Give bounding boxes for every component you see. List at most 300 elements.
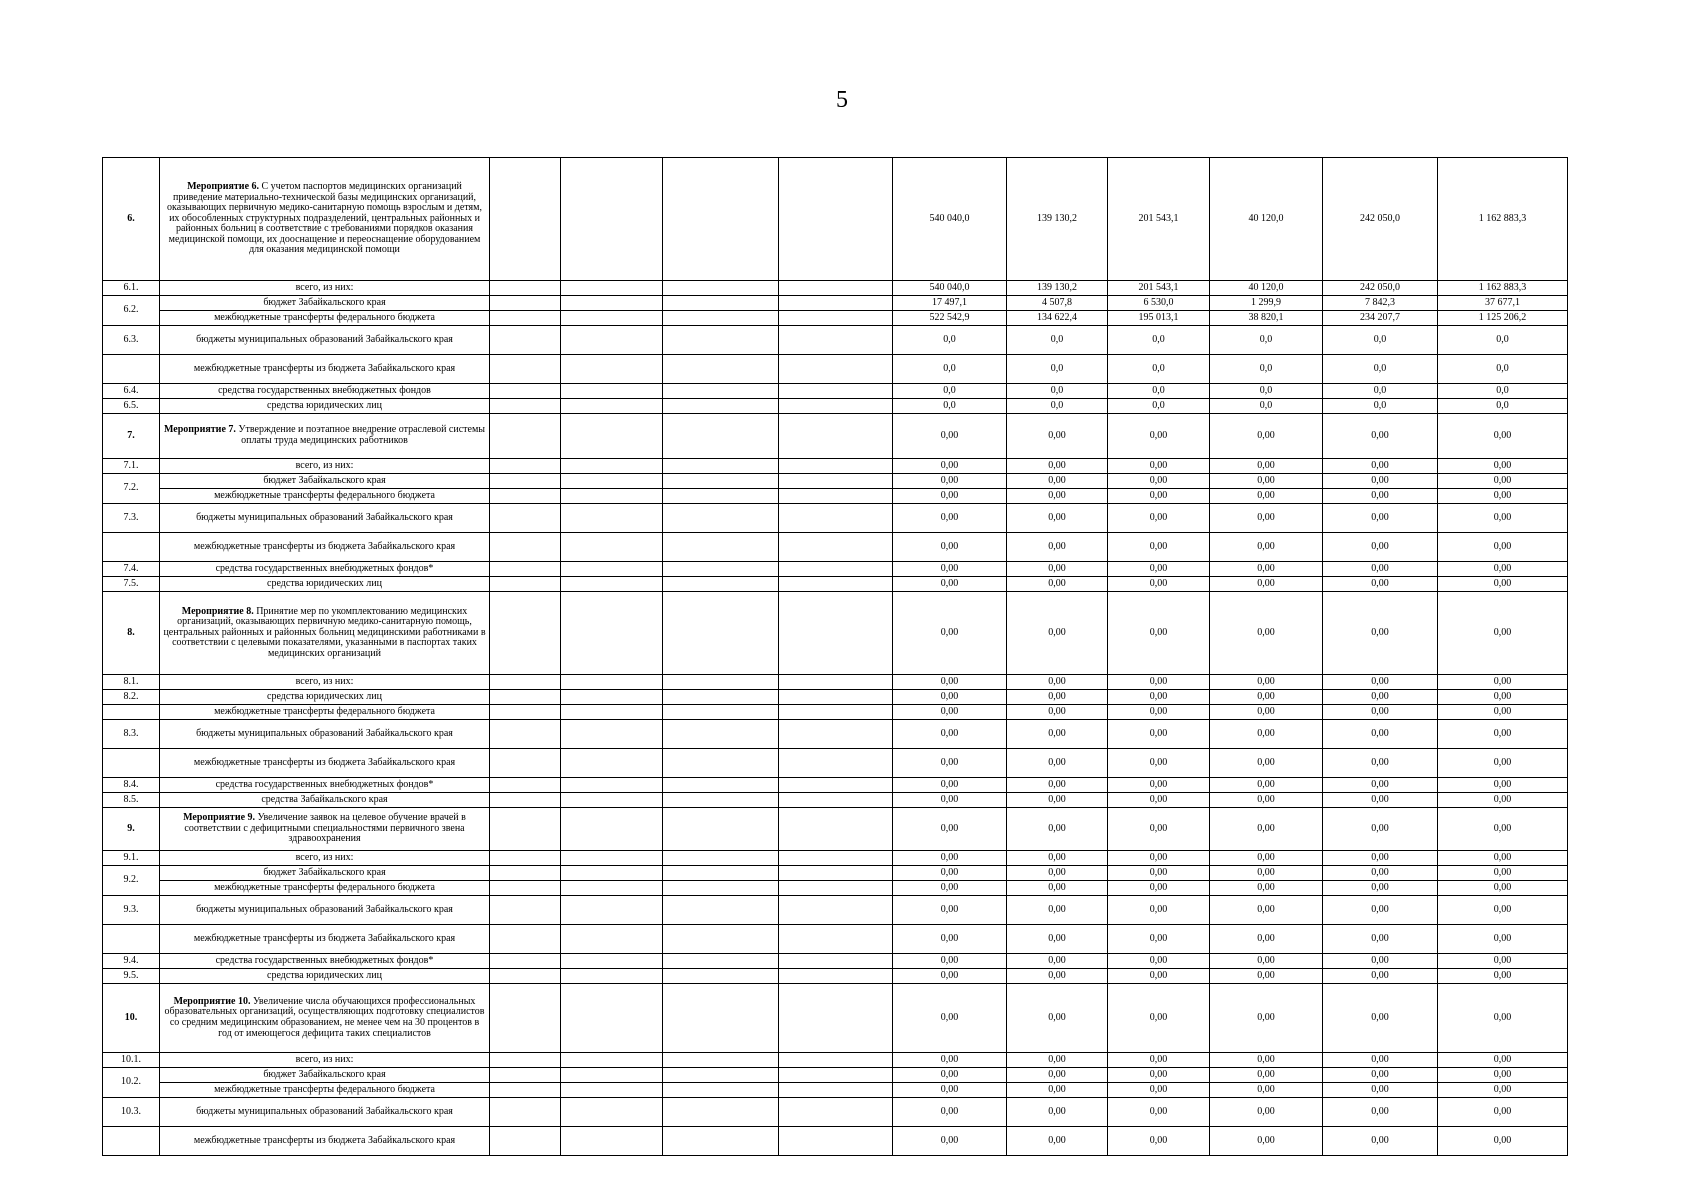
- amount-cell: 0,00: [1108, 562, 1210, 577]
- amount-cell: 0,00: [1438, 896, 1568, 925]
- row-number: 8.3.: [103, 720, 160, 749]
- measure-row: [103, 592, 1568, 675]
- amount-cell: 0,00: [1007, 851, 1108, 866]
- row-number: 10.1.: [103, 1053, 160, 1068]
- amount-cell: 0,00: [1007, 1083, 1108, 1098]
- empty-cell: [490, 296, 561, 311]
- amount-cell: 0,00: [1323, 925, 1438, 954]
- amount-cell: 0,00: [1007, 969, 1108, 984]
- amount-cell: 0,00: [1438, 720, 1568, 749]
- amount-cell: 540 040,0: [893, 158, 1007, 281]
- amount-cell: 0,00: [1210, 808, 1323, 851]
- row-number: 9.: [103, 808, 160, 851]
- amount-cell: 134 622,4: [1007, 311, 1108, 326]
- empty-cell: [561, 778, 663, 793]
- amount-cell: 0,00: [1108, 489, 1210, 504]
- amount-cell: 0,00: [893, 414, 1007, 459]
- amount-cell: 0,00: [893, 474, 1007, 489]
- amount-cell: 0,00: [1438, 562, 1568, 577]
- table-row: [103, 851, 1568, 866]
- amount-cell: 0,00: [1438, 808, 1568, 851]
- funding-source-label: бюджет Забайкальского края: [160, 474, 490, 489]
- amount-cell: 0,00: [1007, 896, 1108, 925]
- amount-cell: 0,00: [893, 459, 1007, 474]
- amount-cell: 0,00: [893, 881, 1007, 896]
- table-row: [103, 459, 1568, 474]
- row-number: 7.: [103, 414, 160, 459]
- amount-cell: 0,00: [1108, 592, 1210, 675]
- row-number: 7.5.: [103, 577, 160, 592]
- amount-cell: 0,00: [1438, 749, 1568, 778]
- amount-cell: 0,00: [1323, 1127, 1438, 1156]
- amount-cell: 0,00: [893, 808, 1007, 851]
- empty-cell: [561, 749, 663, 778]
- empty-cell: [663, 474, 779, 489]
- table-row: [103, 399, 1568, 414]
- amount-cell: 0,00: [1438, 577, 1568, 592]
- empty-cell: [561, 984, 663, 1053]
- empty-cell: [663, 504, 779, 533]
- empty-cell: [663, 808, 779, 851]
- empty-cell: [663, 969, 779, 984]
- amount-cell: 0,00: [1007, 562, 1108, 577]
- empty-cell: [490, 778, 561, 793]
- amount-cell: 0,0: [1108, 399, 1210, 414]
- amount-cell: 0,00: [1323, 577, 1438, 592]
- table-row: [103, 749, 1568, 778]
- funding-source-label: бюджет Забайкальского края: [160, 296, 490, 311]
- empty-cell: [779, 866, 893, 881]
- amount-cell: 522 542,9: [893, 311, 1007, 326]
- empty-cell: [779, 1127, 893, 1156]
- amount-cell: 0,00: [1007, 866, 1108, 881]
- row-number: 6.4.: [103, 384, 160, 399]
- amount-cell: 40 120,0: [1210, 281, 1323, 296]
- amount-cell: 0,00: [1007, 793, 1108, 808]
- amount-cell: 38 820,1: [1210, 311, 1323, 326]
- measure-title: Мероприятие 8.: [181, 605, 254, 617]
- amount-cell: 0,00: [1108, 414, 1210, 459]
- amount-cell: 0,00: [1007, 778, 1108, 793]
- empty-cell: [561, 355, 663, 384]
- amount-cell: 139 130,2: [1007, 158, 1108, 281]
- amount-cell: 1 299,9: [1210, 296, 1323, 311]
- amount-cell: 0,00: [1210, 562, 1323, 577]
- amount-cell: 0,00: [1007, 459, 1108, 474]
- amount-cell: 0,00: [1323, 984, 1438, 1053]
- measure-description: [160, 984, 490, 1053]
- amount-cell: 0,00: [1323, 881, 1438, 896]
- amount-cell: 37 677,1: [1438, 296, 1568, 311]
- funding-source-label: средства юридических лиц: [160, 690, 490, 705]
- amount-cell: 0,00: [1323, 414, 1438, 459]
- empty-cell: [490, 474, 561, 489]
- empty-cell: [490, 749, 561, 778]
- funding-source-label: средства юридических лиц: [160, 399, 490, 414]
- amount-cell: 0,00: [1007, 1127, 1108, 1156]
- empty-cell: [663, 1098, 779, 1127]
- funding-source-label: всего, из них:: [160, 1053, 490, 1068]
- amount-cell: 0,00: [893, 577, 1007, 592]
- amount-cell: 0,00: [1438, 1127, 1568, 1156]
- empty-cell: [779, 577, 893, 592]
- row-number: 9.1.: [103, 851, 160, 866]
- table-row: [103, 675, 1568, 690]
- row-number: 6.: [103, 158, 160, 281]
- row-number: [103, 533, 160, 562]
- empty-cell: [561, 562, 663, 577]
- amount-cell: 0,00: [1007, 720, 1108, 749]
- empty-cell: [561, 577, 663, 592]
- amount-cell: 0,00: [1210, 1068, 1323, 1083]
- funding-source-label: средства государственных внебюджетных фондов: [160, 384, 490, 399]
- empty-cell: [779, 326, 893, 355]
- amount-cell: 0,0: [1323, 384, 1438, 399]
- amount-cell: 0,0: [893, 326, 1007, 355]
- amount-cell: 201 543,1: [1108, 158, 1210, 281]
- empty-cell: [561, 866, 663, 881]
- empty-cell: [663, 399, 779, 414]
- amount-cell: 0,00: [1108, 1083, 1210, 1098]
- amount-cell: 0,00: [1108, 881, 1210, 896]
- row-number: 9.2.: [103, 866, 160, 896]
- funding-source-label: всего, из них:: [160, 675, 490, 690]
- measure-row: [103, 414, 1568, 459]
- amount-cell: 1 162 883,3: [1438, 158, 1568, 281]
- amount-cell: 0,00: [1210, 489, 1323, 504]
- amount-cell: 0,00: [1007, 954, 1108, 969]
- amount-cell: 0,00: [893, 504, 1007, 533]
- measure-title: Мероприятие 9.: [183, 812, 256, 824]
- empty-cell: [779, 504, 893, 533]
- empty-cell: [490, 896, 561, 925]
- amount-cell: 0,00: [893, 1098, 1007, 1127]
- amount-cell: 0,00: [1323, 1083, 1438, 1098]
- table-row: [103, 778, 1568, 793]
- amount-cell: 0,0: [1438, 326, 1568, 355]
- empty-cell: [663, 896, 779, 925]
- empty-cell: [561, 720, 663, 749]
- empty-cell: [779, 896, 893, 925]
- amount-cell: 0,00: [1108, 1053, 1210, 1068]
- empty-cell: [663, 1083, 779, 1098]
- measure-row: [103, 158, 1568, 281]
- amount-cell: 0,00: [893, 1083, 1007, 1098]
- amount-cell: 0,00: [1007, 749, 1108, 778]
- empty-cell: [490, 1083, 561, 1098]
- funding-source-label: всего, из них:: [160, 459, 490, 474]
- empty-cell: [779, 311, 893, 326]
- table-row: [103, 896, 1568, 925]
- empty-cell: [490, 808, 561, 851]
- empty-cell: [663, 851, 779, 866]
- amount-cell: 0,00: [893, 778, 1007, 793]
- amount-cell: 0,00: [1438, 866, 1568, 881]
- amount-cell: 0,00: [893, 793, 1007, 808]
- empty-cell: [490, 281, 561, 296]
- amount-cell: 0,0: [1438, 384, 1568, 399]
- amount-cell: 0,00: [1007, 577, 1108, 592]
- funding-source-label: межбюджетные трансферты федерального бюджета: [160, 489, 490, 504]
- amount-cell: 0,00: [1210, 866, 1323, 881]
- table-row: [103, 705, 1568, 720]
- amount-cell: 0,0: [1108, 384, 1210, 399]
- amount-cell: 0,0: [1007, 326, 1108, 355]
- amount-cell: 0,00: [1323, 851, 1438, 866]
- empty-cell: [561, 459, 663, 474]
- empty-cell: [779, 675, 893, 690]
- amount-cell: 0,00: [1438, 1068, 1568, 1083]
- amount-cell: 0,00: [1438, 504, 1568, 533]
- amount-cell: 0,00: [893, 489, 1007, 504]
- amount-cell: 139 130,2: [1007, 281, 1108, 296]
- table-row: [103, 562, 1568, 577]
- amount-cell: 0,00: [893, 562, 1007, 577]
- empty-cell: [561, 296, 663, 311]
- amount-cell: 0,00: [1438, 690, 1568, 705]
- measure-text: Утверждение и поэтапное внедрение отраслевой системы оплаты труда медицинских работников: [235, 424, 486, 446]
- amount-cell: 0,00: [893, 896, 1007, 925]
- row-number: [103, 749, 160, 778]
- amount-cell: 0,00: [1323, 474, 1438, 489]
- amount-cell: 0,00: [1210, 954, 1323, 969]
- empty-cell: [663, 1053, 779, 1068]
- funding-source-label: межбюджетные трансферты федерального бюджета: [160, 1083, 490, 1098]
- empty-cell: [779, 925, 893, 954]
- funding-source-label: межбюджетные трансферты из бюджета Забайкальского края: [160, 1127, 490, 1156]
- empty-cell: [663, 562, 779, 577]
- funding-source-label: межбюджетные трансферты из бюджета Забайкальского края: [160, 749, 490, 778]
- funding-source-label: всего, из них:: [160, 281, 490, 296]
- amount-cell: 0,0: [1210, 399, 1323, 414]
- amount-cell: 0,00: [1108, 690, 1210, 705]
- empty-cell: [663, 1127, 779, 1156]
- row-number: 9.5.: [103, 969, 160, 984]
- empty-cell: [663, 866, 779, 881]
- empty-cell: [561, 1083, 663, 1098]
- empty-cell: [561, 705, 663, 720]
- amount-cell: 0,00: [1108, 969, 1210, 984]
- empty-cell: [490, 866, 561, 881]
- empty-cell: [561, 851, 663, 866]
- empty-cell: [490, 562, 561, 577]
- amount-cell: 0,00: [1210, 1053, 1323, 1068]
- amount-cell: 0,00: [1323, 690, 1438, 705]
- amount-cell: 0,00: [1438, 881, 1568, 896]
- empty-cell: [663, 954, 779, 969]
- empty-cell: [561, 1053, 663, 1068]
- amount-cell: 0,00: [893, 705, 1007, 720]
- amount-cell: 0,00: [1210, 414, 1323, 459]
- empty-cell: [490, 690, 561, 705]
- empty-cell: [779, 778, 893, 793]
- empty-cell: [663, 925, 779, 954]
- empty-cell: [561, 675, 663, 690]
- row-number: 6.5.: [103, 399, 160, 414]
- amount-cell: 0,00: [893, 969, 1007, 984]
- funding-source-label: бюджет Забайкальского края: [160, 1068, 490, 1083]
- empty-cell: [490, 1053, 561, 1068]
- amount-cell: 0,00: [1323, 489, 1438, 504]
- empty-cell: [490, 158, 561, 281]
- empty-cell: [561, 281, 663, 296]
- empty-cell: [779, 690, 893, 705]
- funding-source-label: средства Забайкальского края: [160, 793, 490, 808]
- funding-source-label: бюджет Забайкальского края: [160, 866, 490, 881]
- funding-source-label: межбюджетные трансферты из бюджета Забайкальского края: [160, 355, 490, 384]
- empty-cell: [663, 592, 779, 675]
- amount-cell: 0,00: [1210, 474, 1323, 489]
- empty-cell: [779, 954, 893, 969]
- amount-cell: 0,00: [1210, 577, 1323, 592]
- amount-cell: 0,00: [1108, 793, 1210, 808]
- amount-cell: 0,00: [1210, 851, 1323, 866]
- amount-cell: 0,00: [1438, 474, 1568, 489]
- table-row: [103, 1083, 1568, 1098]
- amount-cell: 0,00: [893, 866, 1007, 881]
- amount-cell: 0,00: [893, 675, 1007, 690]
- amount-cell: 0,00: [893, 1068, 1007, 1083]
- empty-cell: [779, 414, 893, 459]
- empty-cell: [490, 925, 561, 954]
- empty-cell: [490, 311, 561, 326]
- empty-cell: [663, 459, 779, 474]
- funding-source-label: бюджеты муниципальных образований Забайкальского края: [160, 504, 490, 533]
- empty-cell: [663, 311, 779, 326]
- amount-cell: 0,00: [1210, 925, 1323, 954]
- amount-cell: 0,0: [1210, 355, 1323, 384]
- empty-cell: [490, 1127, 561, 1156]
- amount-cell: 0,00: [1007, 489, 1108, 504]
- empty-cell: [663, 384, 779, 399]
- amount-cell: 0,00: [1108, 778, 1210, 793]
- empty-cell: [663, 1068, 779, 1083]
- table-row: [103, 1053, 1568, 1068]
- amount-cell: 0,00: [1210, 459, 1323, 474]
- amount-cell: 0,00: [1438, 1083, 1568, 1098]
- table-row: [103, 793, 1568, 808]
- empty-cell: [490, 489, 561, 504]
- measure-description: [160, 414, 490, 459]
- amount-cell: 0,0: [1438, 399, 1568, 414]
- table-row: [103, 969, 1568, 984]
- amount-cell: 0,00: [1438, 489, 1568, 504]
- amount-cell: 0,00: [1438, 1098, 1568, 1127]
- amount-cell: 0,00: [1210, 592, 1323, 675]
- empty-cell: [779, 1098, 893, 1127]
- empty-cell: [490, 675, 561, 690]
- empty-cell: [561, 954, 663, 969]
- amount-cell: 0,00: [1108, 1098, 1210, 1127]
- amount-cell: 0,0: [893, 384, 1007, 399]
- amount-cell: 0,00: [1210, 675, 1323, 690]
- amount-cell: 0,00: [1108, 925, 1210, 954]
- amount-cell: 242 050,0: [1323, 281, 1438, 296]
- amount-cell: 0,00: [1438, 592, 1568, 675]
- amount-cell: 0,0: [1323, 355, 1438, 384]
- empty-cell: [561, 474, 663, 489]
- amount-cell: 0,00: [1323, 954, 1438, 969]
- amount-cell: 0,00: [1323, 504, 1438, 533]
- empty-cell: [561, 1098, 663, 1127]
- table-row: [103, 504, 1568, 533]
- empty-cell: [663, 489, 779, 504]
- empty-cell: [490, 851, 561, 866]
- amount-cell: 0,00: [1323, 705, 1438, 720]
- empty-cell: [561, 690, 663, 705]
- row-number: [103, 705, 160, 720]
- table-row: [103, 384, 1568, 399]
- amount-cell: 0,00: [1323, 1068, 1438, 1083]
- amount-cell: 0,00: [1323, 749, 1438, 778]
- amount-cell: 0,0: [1323, 399, 1438, 414]
- measure-text: С учетом паспортов медицинских организаций приведение материально-технической базы медицинских организаций, оказывающих первичную медико-санитарную помощь взрослым и детям, их обособленных структурных подразделений, центральных районных и районных больниц в соответствие с требованиями порядков оказания медицинской помощи, их дооснащение и переоснащение оборудованием для оказания медицинской помощи: [167, 180, 482, 256]
- amount-cell: 0,00: [1438, 533, 1568, 562]
- row-number: [103, 355, 160, 384]
- amount-cell: 201 543,1: [1108, 281, 1210, 296]
- empty-cell: [561, 399, 663, 414]
- empty-cell: [663, 690, 779, 705]
- amount-cell: 0,00: [1438, 675, 1568, 690]
- row-number: 8.4.: [103, 778, 160, 793]
- table-row: [103, 690, 1568, 705]
- row-number: [103, 925, 160, 954]
- row-number: 7.1.: [103, 459, 160, 474]
- row-number: 8.1.: [103, 675, 160, 690]
- table-row: [103, 326, 1568, 355]
- amount-cell: 0,00: [1007, 1098, 1108, 1127]
- empty-cell: [663, 984, 779, 1053]
- table-row: [103, 925, 1568, 954]
- funding-source-label: межбюджетные трансферты из бюджета Забайкальского края: [160, 925, 490, 954]
- table-row: [103, 355, 1568, 384]
- amount-cell: 234 207,7: [1323, 311, 1438, 326]
- empty-cell: [490, 384, 561, 399]
- empty-cell: [779, 158, 893, 281]
- amount-cell: 0,00: [1210, 881, 1323, 896]
- amount-cell: 0,00: [1108, 1127, 1210, 1156]
- empty-cell: [561, 504, 663, 533]
- empty-cell: [490, 326, 561, 355]
- amount-cell: 0,00: [1323, 533, 1438, 562]
- empty-cell: [561, 925, 663, 954]
- amount-cell: 0,00: [1108, 705, 1210, 720]
- table-body: [103, 158, 1568, 1156]
- measure-text: Увеличение заявок на целевое обучение врачей в соответствии с дефицитными специальностями первичного звена здравоохранения: [184, 812, 466, 845]
- row-number: 6.2.: [103, 296, 160, 326]
- funding-source-label: межбюджетные трансферты федерального бюджета: [160, 705, 490, 720]
- amount-cell: 0,00: [893, 1127, 1007, 1156]
- empty-cell: [490, 1068, 561, 1083]
- amount-cell: 0,00: [1108, 866, 1210, 881]
- amount-cell: 0,00: [1210, 1083, 1323, 1098]
- amount-cell: 0,00: [1007, 675, 1108, 690]
- row-number: 8.2.: [103, 690, 160, 705]
- row-number: 9.4.: [103, 954, 160, 969]
- amount-cell: 0,00: [1323, 459, 1438, 474]
- empty-cell: [663, 533, 779, 562]
- empty-cell: [561, 384, 663, 399]
- empty-cell: [663, 158, 779, 281]
- row-number: 8.5.: [103, 793, 160, 808]
- amount-cell: 17 497,1: [893, 296, 1007, 311]
- amount-cell: 0,00: [1323, 592, 1438, 675]
- table-row: [103, 881, 1568, 896]
- empty-cell: [490, 984, 561, 1053]
- empty-cell: [779, 1068, 893, 1083]
- amount-cell: 0,00: [1323, 720, 1438, 749]
- empty-cell: [663, 675, 779, 690]
